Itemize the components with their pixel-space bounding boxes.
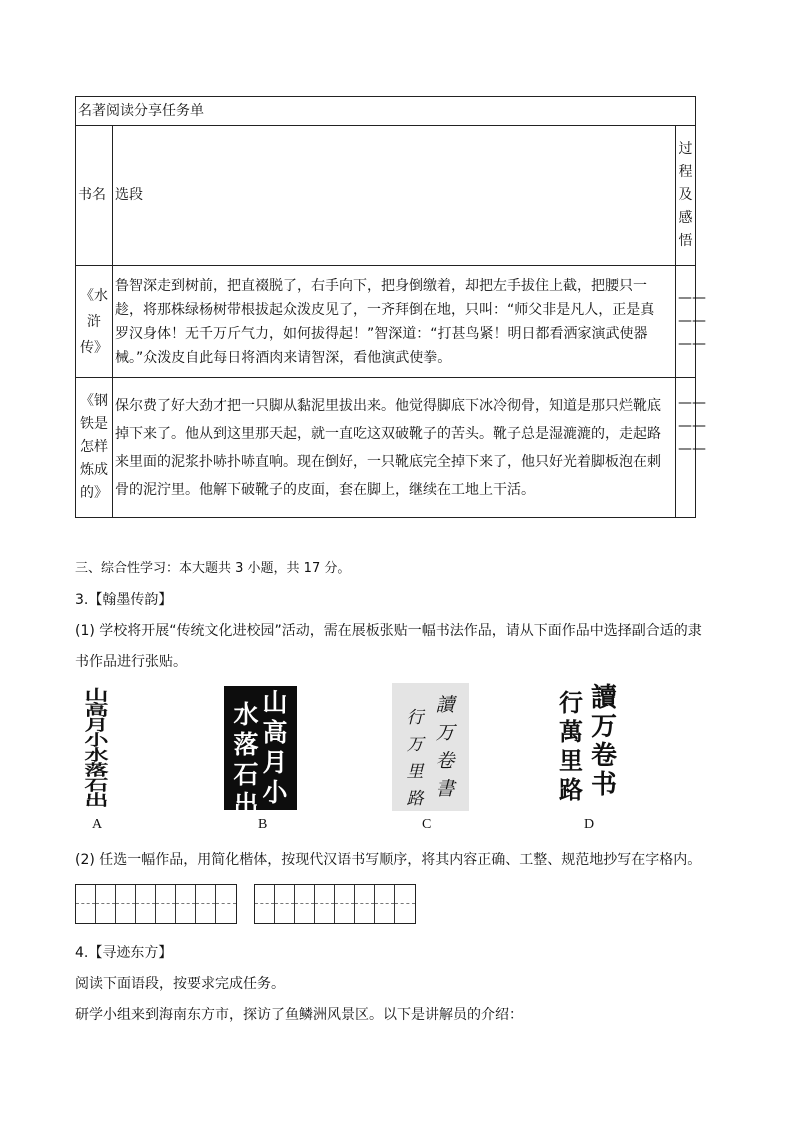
section-heading: 三、综合性学习：本大题共 3 小题，共 17 分。 <box>75 561 351 576</box>
row-blank-lines: —— —— —— <box>676 266 696 378</box>
question-3-part-1: (1) 学校将开展“传统文化进校园”活动，需在展板张贴一幅书法作品，请从下面作品中选择副合适的隶 书作品进行张贴。 <box>75 623 702 670</box>
row-excerpt: 鲁智深走到树前，把直裰脱了，右手向下，把身倒缴着，却把左手拔住上截，把腰只一 趁，将那株绿杨树带根拔起众泼皮见了，一齐拜倒在地，只叫：“师父非是凡人，正是真 罗汉身体！无千万斤气力，如何拔得起！”智深道：“打甚鸟紧！明日都看洒家演武使器 械。”众泼皮自此每日将酒肉来请智深，看他演武使拳。 <box>113 266 676 378</box>
work-label-a: A <box>92 817 103 832</box>
row-book-title: 《水 浒 传》 <box>76 266 113 378</box>
reading-task-table <box>75 96 706 518</box>
question-4-title: 4.【寻迹东方】 <box>75 945 173 961</box>
question-3-part-2: (2) 任选一幅作品，用简化楷体，按现代汉语书写顺序，将其内容正确、工整、规范地抄写在字格内。 <box>75 852 702 868</box>
row-blank-lines: —— —— —— <box>676 378 696 518</box>
header-book: 书名 <box>76 126 113 266</box>
question-3-title: 3.【翰墨传韵】 <box>75 592 173 608</box>
work-label-b: B <box>258 817 268 832</box>
calligraphy-work-a[interactable]: 山 高 月 小 水 落 石 出 <box>84 686 110 809</box>
writing-grid-2[interactable] <box>254 884 416 924</box>
work-label-d: D <box>584 817 595 832</box>
row-excerpt: 保尔费了好大劲才把一只脚从黏泥里拔出来。他觉得脚底下冰冷彻骨，知道是那只烂靴底 掉下来了。他从到这里那天起，就一直吃这双破靴子的苦头。靴子总是湿漉漉的，走起路 来里面的泥浆扑哧扑哧直响。现在倒好，一只靴底完全掉下来了，他只好光着脚板泡在刺 骨的泥泞里。他解下破靴子的皮面，套在脚上，继续在工地上干活。 <box>113 378 676 518</box>
header-excerpt: 选段 <box>113 126 676 266</box>
calligraphy-work-d[interactable]: 行 萬 里 路 讀 万 卷 书 <box>558 683 617 804</box>
question-4-intro: 研学小组来到海南东方市，探访了鱼鳞洲风景区。以下是讲解员的介绍： <box>75 1007 523 1023</box>
table-caption: 名著阅读分享任务单 <box>76 97 696 126</box>
question-4-instruction: 阅读下面语段，按要求完成任务。 <box>75 976 285 992</box>
calligraphy-work-c[interactable]: 行 万 里 路 讀 万 卷 書 <box>392 683 469 811</box>
row-book-title: 《钢 铁是 怎样 炼成 的》 <box>76 378 113 518</box>
work-label-c: C <box>422 817 432 832</box>
calligraphy-work-b[interactable]: 水 落 石 出 山 高 月 小 <box>224 686 297 810</box>
writing-grid-1[interactable] <box>75 884 237 924</box>
header-process: 过 程 及 感 悟 <box>676 126 696 266</box>
